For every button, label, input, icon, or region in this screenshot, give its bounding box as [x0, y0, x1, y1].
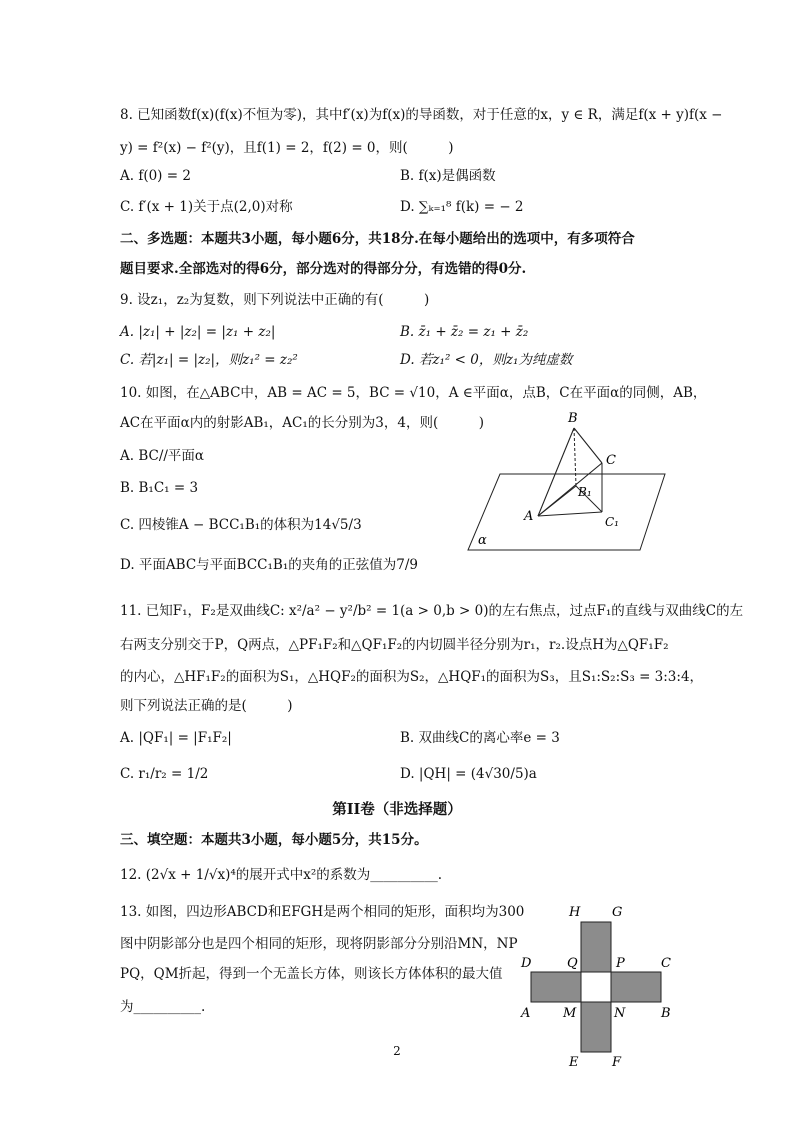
q8-option-d: D. ∑ₖ₌₁⁸ f(k) = − 2 [400, 199, 524, 215]
q11-line4: 则下列说法正确的是( ) [120, 698, 293, 714]
label-e: E [569, 1055, 579, 1070]
shaded-rect-top [581, 922, 611, 972]
section2-heading-line2: 题目要求.全部选对的得6分，部分选对的得部分分，有选错的得0分. [120, 261, 527, 277]
edge-bb1 [574, 428, 576, 486]
q10-option-a: A. BC//平面α [120, 448, 205, 464]
q11-line1: 11. 已知F₁，F₂是双曲线C: x²/a² − y²/b² = 1(a > 0,b > 0)的左右焦点，过点F₁的直线与双曲线C的左 [120, 603, 744, 619]
shaded-rect-right [611, 972, 661, 1002]
plane-alpha [468, 474, 665, 550]
q8-option-b: B. f(x)是偶函数 [400, 168, 496, 184]
q11-option-c: C. r₁/r₂ = 1/2 [120, 766, 209, 782]
q11-line3: 的内心，△HF₁F₂的面积为S₁，△HQF₂的面积为S₂，△HQF₁的面积为S₃，且S₁:S₂:S₃ = 3:3:4， [120, 669, 704, 685]
label-d: D [521, 956, 532, 971]
q8-stem-line1: 8. 已知函数f(x)(f(x)不恒为零)，其中f′(x)为f(x)的导函数，对于任意的x，y ∈ R，满足f(x + y)f(x − [120, 107, 723, 123]
shaded-rect-left [531, 972, 581, 1002]
q13-line1: 13. 如图，四边形ABCD和EFGH是两个相同的矩形，面积均为300 [120, 904, 525, 920]
q13-line3: PQ，QM折起，得到一个无盖长方体，则该长方体体积的最大值 [120, 966, 503, 982]
center-square [581, 972, 611, 1002]
q11-option-b: B. 双曲线C的离心率e = 3 [400, 730, 560, 746]
q9-option-a: A. |z₁| + |z₂| = |z₁ + z₂| [120, 324, 276, 340]
label-b: B [568, 411, 578, 426]
q9-stem: 9. 设z₁，z₂为复数，则下列说法中正确的有( ) [120, 292, 430, 308]
label-a: A [521, 1006, 531, 1021]
q10-stem-line1: 10. 如图，在△ABC中，AB = AC = 5，BC = √10，A ∈平面α，点B，C在平面α的同侧，AB， [120, 385, 707, 401]
q9-option-c: C. 若|z₁| = |z₂|，则z₁² = z₂² [120, 352, 298, 368]
label-c1: C₁ [605, 515, 619, 529]
q8-option-a: A. f(0) = 2 [120, 168, 191, 184]
q11-option-d: D. |QH| = (4√30/5)a [400, 766, 537, 782]
q10-option-d: D. 平面ABC与平面BCC₁B₁的夹角的正弦值为7/9 [120, 557, 418, 573]
label-p: P [616, 956, 625, 971]
label-alpha: α [478, 533, 487, 548]
label-b1: B₁ [578, 485, 592, 499]
label-q: Q [567, 956, 578, 971]
label-b: B [661, 1006, 671, 1021]
label-a: A [524, 509, 534, 524]
label-f: F [612, 1055, 622, 1070]
q11-line2: 右两支分别交于P，Q两点，△PF₁F₂和△QF₁F₂的内切圆半径分别为r₁，r₂.设点H为△QF₁F₂ [120, 637, 669, 653]
q8-stem-line2: y) = f²(x) − f²(y)，且f(1) = 2，f(2) = 0，则( ) [120, 140, 454, 156]
q10-pyramid-figure [460, 408, 680, 558]
label-n: N [614, 1006, 626, 1021]
edge-ac1 [538, 512, 602, 516]
q10-stem-line2: AC在平面α内的射影AB₁，AC₁的长分别为3，4，则( ) [120, 415, 484, 431]
label-h: H [569, 905, 581, 920]
q10-option-c: C. 四棱锥A − BCC₁B₁的体积为14√5/3 [120, 517, 362, 533]
q9-option-b: B. z̄₁ + z̄₂ = z₁ + z̄₂ [400, 324, 529, 340]
q10-option-b: B. B₁C₁ = 3 [120, 480, 199, 496]
q12-stem: 12. (2√x + 1/√x)⁴的展开式中x²的系数为__________. [120, 867, 443, 883]
edge-ab [538, 428, 574, 516]
edge-bc [574, 428, 602, 463]
q9-option-d: D. 若z₁² < 0，则z₁为纯虚数 [400, 352, 573, 368]
label-c: C [661, 956, 671, 971]
q13-line2: 图中阴影部分也是四个相同的矩形，现将阴影部分分别沿MN，NP [120, 936, 518, 952]
label-g: G [612, 905, 623, 920]
q11-option-a: A. |QF₁| = |F₁F₂| [120, 730, 232, 746]
label-c: C [606, 453, 616, 468]
label-m: M [563, 1006, 577, 1021]
page-number: 2 [393, 1044, 401, 1058]
section2-heading-line1: 二、多选题：本题共3小题，每小题6分，共18分.在每小题给出的选项中，有多项符合 [120, 231, 635, 247]
part2-title: 第II卷（非选择题） [332, 801, 462, 818]
q8-option-c: C. f′(x + 1)关于点(2,0)对称 [120, 199, 293, 215]
section3-heading: 三、填空题：本题共3小题，每小题5分，共15分。 [120, 832, 428, 848]
q13-line4: 为__________. [120, 999, 206, 1015]
